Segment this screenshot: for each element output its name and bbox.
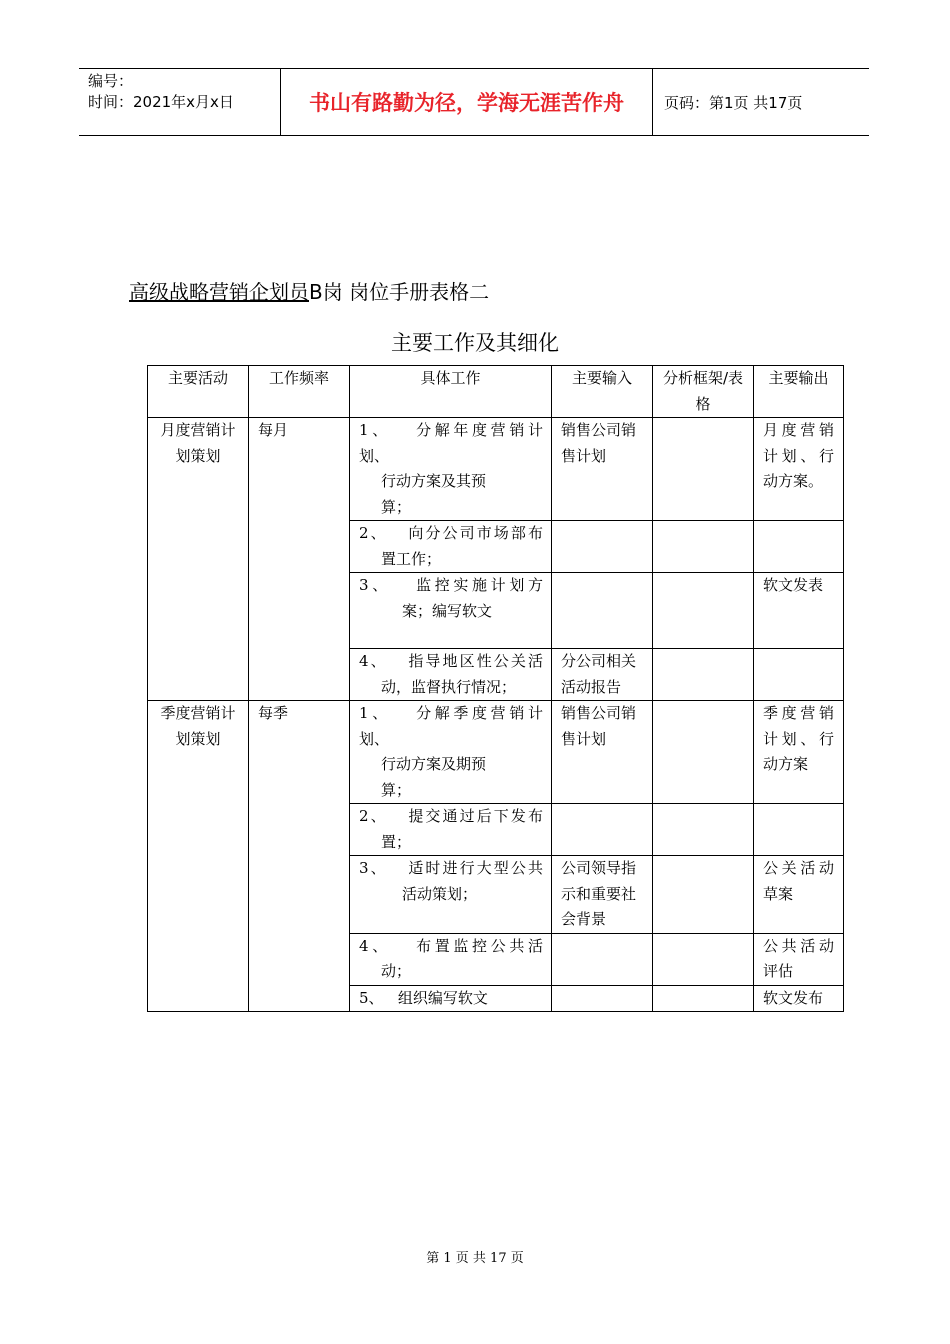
- table-row: [148, 418, 844, 521]
- task-text-line: 案；编写软文: [402, 601, 493, 620]
- header-meta: [79, 69, 281, 135]
- output-cell: 季度营销计划、行动方案: [754, 701, 844, 804]
- task-text: 组织编写软文: [397, 988, 488, 1007]
- task-first-line: [359, 856, 543, 882]
- task-number: 4、: [359, 652, 388, 670]
- task-text-line: 算；: [381, 780, 412, 799]
- document-title: [129, 276, 489, 305]
- input-cell: [552, 804, 653, 856]
- task-number: 1、: [359, 421, 391, 439]
- output-cell: 软文发布: [754, 985, 844, 1012]
- task-cell: [350, 856, 552, 934]
- output-cell: 月度营销计划、行动方案。: [754, 418, 844, 521]
- document-title-rest: B岗 岗位手册表格二: [309, 280, 490, 304]
- input-cell: [552, 573, 653, 649]
- task-first-line: [359, 573, 543, 599]
- task-text-line: 划、: [359, 729, 390, 748]
- document-title-underlined: 高级战略营销企划员: [129, 280, 309, 304]
- framework-cell: [653, 649, 754, 701]
- task-text-line: 置；: [381, 832, 412, 851]
- table-row: [148, 701, 844, 804]
- task-first-line: [359, 804, 543, 830]
- output-cell: 公关活动草案: [754, 856, 844, 934]
- input-cell: 销售公司销售计划: [552, 418, 653, 521]
- task-first-line: [359, 701, 543, 727]
- task-cell: [350, 649, 552, 701]
- task-number: 2、: [359, 807, 388, 825]
- task-number: 2、: [359, 524, 388, 542]
- output-cell: 公共活动评估: [754, 933, 844, 985]
- header-motto: 书山有路勤为径，学海无涯苦作舟: [281, 69, 653, 135]
- framework-cell: [653, 985, 754, 1012]
- column-header: 分析框架/表格: [653, 366, 754, 418]
- task-number: 1、: [359, 704, 391, 722]
- frequency-cell: 每季: [249, 701, 350, 1012]
- input-cell: 分公司相关活动报告: [552, 649, 653, 701]
- task-text: 分解季度营销计: [416, 704, 543, 722]
- task-text: 指导地区性公关活: [408, 652, 543, 670]
- number-label: 编号：: [88, 72, 134, 90]
- task-text: 监控实施计划方: [416, 576, 543, 594]
- task-number: 4、: [359, 936, 391, 955]
- task-cell: [350, 701, 552, 804]
- input-cell: [552, 985, 653, 1012]
- section-title: 主要工作及其细化: [391, 331, 559, 355]
- framework-cell: [653, 856, 754, 934]
- input-cell: [552, 521, 653, 573]
- column-header: 工作频率: [249, 366, 350, 418]
- task-text-line: 行动方案及期预: [381, 755, 487, 773]
- task-text-line: 动；: [381, 962, 412, 980]
- framework-cell: [653, 933, 754, 985]
- task-number: 3、: [359, 576, 391, 594]
- column-header: 具体工作: [350, 366, 552, 418]
- task-text: 向分公司市场部布: [408, 524, 543, 542]
- column-header: 主要输出: [754, 366, 844, 418]
- date-label: 时间：2021年x月x日: [88, 93, 234, 111]
- output-cell: [754, 649, 844, 701]
- task-first-line: [359, 418, 543, 444]
- task-cell: [350, 573, 552, 649]
- task-first-line: [359, 521, 543, 547]
- task-first-line: [359, 934, 543, 960]
- framework-cell: [653, 418, 754, 521]
- task-text: 布置监控公共活: [416, 936, 543, 955]
- framework-cell: [653, 804, 754, 856]
- output-cell: [754, 804, 844, 856]
- column-header: 主要活动: [148, 366, 249, 418]
- task-text-line: 置工作；: [381, 549, 442, 568]
- table-header-row: [148, 366, 844, 418]
- work-detail-table: [147, 365, 844, 1012]
- task-cell: [350, 418, 552, 521]
- task-text: 适时进行大型公共: [408, 859, 543, 877]
- task-text-line: 活动策划；: [402, 884, 478, 903]
- output-cell: [754, 521, 844, 573]
- task-text-line: 算；: [381, 497, 412, 516]
- task-text: 提交通过后下发布: [408, 807, 543, 825]
- task-cell: [350, 804, 552, 856]
- framework-cell: [653, 573, 754, 649]
- framework-cell: [653, 701, 754, 804]
- frequency-cell: 每月: [249, 418, 350, 701]
- task-first-line: [359, 649, 543, 675]
- input-cell: [552, 933, 653, 985]
- page-footer: 第 1 页 共 17 页: [426, 1251, 524, 1266]
- task-cell: [350, 985, 552, 1012]
- task-cell: [350, 521, 552, 573]
- task-text-line: 行动方案及其预: [381, 472, 487, 490]
- input-cell: 公司领导指示和重要社会背景: [552, 856, 653, 934]
- activity-cell: 月度营销计划策划: [148, 418, 249, 701]
- task-text: 分解年度营销计: [416, 421, 543, 439]
- task-text-line: 划、: [359, 446, 390, 465]
- activity-cell: 季度营销计划策划: [148, 701, 249, 1012]
- page-header: [79, 68, 869, 136]
- header-page-info: 页码：第1页 共17页: [664, 93, 803, 112]
- task-number: 5、: [359, 988, 384, 1007]
- column-header: 主要输入: [552, 366, 653, 418]
- framework-cell: [653, 521, 754, 573]
- output-cell: 软文发表: [754, 573, 844, 649]
- task-text-line: 动，监督执行情况；: [381, 677, 517, 696]
- input-cell: 销售公司销售计划: [552, 701, 653, 804]
- task-cell: [350, 933, 552, 985]
- task-first-line: [359, 986, 543, 1012]
- task-number: 3、: [359, 859, 388, 877]
